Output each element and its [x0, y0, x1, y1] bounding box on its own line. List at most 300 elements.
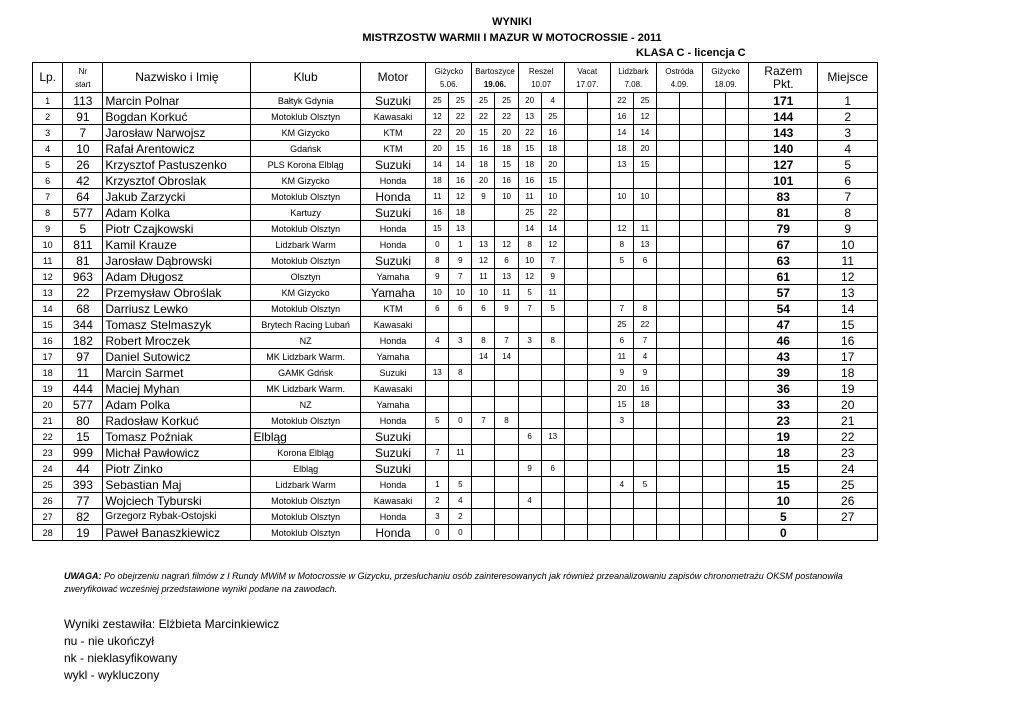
- row-rider-name: Marcin Sarmet: [103, 365, 251, 381]
- row-lp: 18: [33, 365, 63, 381]
- row-rider-name: Darriusz Lewko: [103, 301, 251, 317]
- row-points-cell: [587, 301, 610, 317]
- row-points-cell: 11: [426, 189, 449, 205]
- table-row: [33, 333, 878, 349]
- row-points-cell: 25: [449, 93, 472, 109]
- row-place: 1: [818, 93, 878, 109]
- row-points-cell: [541, 509, 564, 525]
- row-points-cell: [656, 141, 679, 157]
- row-points-cell: 8: [633, 301, 656, 317]
- row-total-points: 61: [749, 269, 818, 285]
- row-points-cell: 7: [541, 253, 564, 269]
- row-points-cell: [587, 285, 610, 301]
- row-points-cell: [703, 173, 726, 189]
- row-total-points: 79: [749, 221, 818, 237]
- row-points-cell: 20: [633, 141, 656, 157]
- row-points-cell: [680, 285, 703, 301]
- row-points-cell: 5: [518, 285, 541, 301]
- row-place: 9: [818, 221, 878, 237]
- table-row: [33, 285, 878, 301]
- row-points-cell: [518, 349, 541, 365]
- row-points-cell: [564, 141, 587, 157]
- row-points-cell: [518, 397, 541, 413]
- row-points-cell: 7: [610, 301, 633, 317]
- table-row: [33, 253, 878, 269]
- row-points-cell: [656, 429, 679, 445]
- row-points-cell: 14: [449, 157, 472, 173]
- row-points-cell: 8: [495, 413, 518, 429]
- row-club: Bałtyk Gdynia: [251, 93, 360, 109]
- row-points-cell: [680, 157, 703, 173]
- row-points-cell: 6: [633, 253, 656, 269]
- row-points-cell: [656, 381, 679, 397]
- row-points-cell: [610, 205, 633, 221]
- row-points-cell: [495, 397, 518, 413]
- row-rider-name: Piotr Czajkowski: [103, 221, 251, 237]
- row-points-cell: [726, 109, 749, 125]
- row-place: 16: [818, 333, 878, 349]
- table-row: [33, 493, 878, 509]
- row-points-cell: 6: [518, 429, 541, 445]
- row-points-cell: 7: [495, 333, 518, 349]
- row-place: 26: [818, 493, 878, 509]
- footer-legend: [64, 616, 279, 684]
- row-club: KM Gizycko: [251, 125, 360, 141]
- row-club: GAMK Gdńsk: [251, 365, 360, 381]
- row-points-cell: 1: [449, 237, 472, 253]
- row-start-number: 999: [63, 445, 103, 461]
- row-points-cell: 5: [541, 301, 564, 317]
- results-table: [32, 62, 878, 541]
- row-points-cell: 16: [472, 141, 495, 157]
- row-points-cell: [449, 397, 472, 413]
- row-points-cell: [703, 509, 726, 525]
- row-club: Lidzbark Warm: [251, 237, 360, 253]
- row-rider-name: Adam Długosz: [103, 269, 251, 285]
- round-name: Bartoszyce: [475, 66, 515, 76]
- row-points-cell: [726, 429, 749, 445]
- row-motor: Yamaha: [360, 269, 426, 285]
- row-points-cell: [587, 269, 610, 285]
- row-points-cell: 3: [449, 333, 472, 349]
- row-points-cell: 18: [610, 141, 633, 157]
- row-points-cell: [587, 397, 610, 413]
- row-motor: Suzuki: [360, 157, 426, 173]
- row-rider-name: Grzegorz Rybak-Ostojski: [103, 509, 251, 525]
- row-start-number: 81: [63, 253, 103, 269]
- row-points-cell: 5: [449, 477, 472, 493]
- row-points-cell: [680, 333, 703, 349]
- row-points-cell: 12: [610, 221, 633, 237]
- row-lp: 15: [33, 317, 63, 333]
- document-subtitle: MISTRZOSTW WARMII I MAZUR W MOTOCROSSIE - 2011: [362, 32, 662, 44]
- row-total-points: 144: [749, 109, 818, 125]
- row-points-cell: 12: [472, 253, 495, 269]
- row-points-cell: [680, 525, 703, 541]
- table-row: [33, 141, 878, 157]
- row-points-cell: [472, 477, 495, 493]
- row-points-cell: [703, 285, 726, 301]
- row-points-cell: 22: [633, 317, 656, 333]
- row-club: Motoklub Olsztyn: [251, 189, 360, 205]
- row-points-cell: 11: [610, 349, 633, 365]
- header-round-3: [518, 63, 564, 93]
- row-points-cell: 11: [518, 189, 541, 205]
- row-points-cell: [656, 221, 679, 237]
- row-points-cell: [726, 349, 749, 365]
- row-lp: 14: [33, 301, 63, 317]
- row-points-cell: [656, 525, 679, 541]
- row-points-cell: 6: [495, 253, 518, 269]
- row-motor: KTM: [360, 141, 426, 157]
- row-rider-name: Daniel Sutowicz: [103, 349, 251, 365]
- row-points-cell: [587, 189, 610, 205]
- row-club: NZ: [251, 333, 360, 349]
- row-total-points: 143: [749, 125, 818, 141]
- row-start-number: 64: [63, 189, 103, 205]
- row-points-cell: [726, 509, 749, 525]
- row-points-cell: [680, 205, 703, 221]
- header-motor: Motor: [360, 63, 426, 93]
- row-points-cell: [703, 269, 726, 285]
- row-points-cell: 11: [495, 285, 518, 301]
- row-points-cell: [518, 365, 541, 381]
- row-points-cell: [703, 461, 726, 477]
- row-total-points: 39: [749, 365, 818, 381]
- row-motor: Honda: [360, 237, 426, 253]
- row-motor: Honda: [360, 413, 426, 429]
- row-points-cell: [633, 285, 656, 301]
- row-points-cell: [726, 253, 749, 269]
- row-place: 7: [818, 189, 878, 205]
- row-points-cell: [449, 349, 472, 365]
- row-start-number: 963: [63, 269, 103, 285]
- row-points-cell: [680, 397, 703, 413]
- row-lp: 8: [33, 205, 63, 221]
- row-points-cell: 6: [449, 301, 472, 317]
- header-nr-top: Nr: [78, 66, 88, 76]
- row-rider-name: Robert Mroczek: [103, 333, 251, 349]
- row-points-cell: [472, 509, 495, 525]
- row-points-cell: [656, 445, 679, 461]
- note: [64, 570, 844, 596]
- row-points-cell: [449, 381, 472, 397]
- row-points-cell: [703, 413, 726, 429]
- row-club: PLS Korona Elbląg: [251, 157, 360, 173]
- row-points-cell: [426, 461, 449, 477]
- header-round-2: [472, 63, 518, 93]
- row-total-points: 5: [749, 509, 818, 525]
- row-club: MK Lidzbark Warm.: [251, 381, 360, 397]
- row-rider-name: Adam Kolka: [103, 205, 251, 221]
- row-points-cell: [610, 509, 633, 525]
- row-lp: 16: [33, 333, 63, 349]
- row-points-cell: [587, 445, 610, 461]
- row-points-cell: 12: [426, 109, 449, 125]
- row-points-cell: [518, 525, 541, 541]
- row-points-cell: [587, 157, 610, 173]
- row-points-cell: [564, 253, 587, 269]
- row-points-cell: [726, 477, 749, 493]
- row-points-cell: [541, 477, 564, 493]
- table-row: [33, 221, 878, 237]
- row-points-cell: 5: [610, 253, 633, 269]
- row-points-cell: 18: [426, 173, 449, 189]
- row-points-cell: [564, 397, 587, 413]
- row-start-number: 577: [63, 205, 103, 221]
- table-row: [33, 397, 878, 413]
- table-row: [33, 269, 878, 285]
- table-row: [33, 109, 878, 125]
- row-points-cell: [726, 365, 749, 381]
- row-lp: 6: [33, 173, 63, 189]
- row-points-cell: 12: [449, 189, 472, 205]
- row-start-number: 113: [63, 93, 103, 109]
- row-start-number: 42: [63, 173, 103, 189]
- row-points-cell: 9: [633, 365, 656, 381]
- row-points-cell: 7: [518, 301, 541, 317]
- row-points-cell: [633, 429, 656, 445]
- row-points-cell: [726, 189, 749, 205]
- row-total-points: 10: [749, 493, 818, 509]
- row-points-cell: 9: [495, 301, 518, 317]
- row-points-cell: [680, 381, 703, 397]
- row-rider-name: Paweł Banaszkiewicz: [103, 525, 251, 541]
- row-rider-name: Bogdan Korkuć: [103, 109, 251, 125]
- row-points-cell: [541, 365, 564, 381]
- row-motor: Suzuki: [360, 461, 426, 477]
- row-lp: 13: [33, 285, 63, 301]
- row-points-cell: [680, 365, 703, 381]
- row-points-cell: 0: [449, 413, 472, 429]
- table-row: [33, 381, 878, 397]
- row-points-cell: [518, 445, 541, 461]
- row-points-cell: [703, 125, 726, 141]
- row-points-cell: [587, 205, 610, 221]
- row-points-cell: 25: [472, 93, 495, 109]
- row-points-cell: [680, 141, 703, 157]
- row-motor: Yamaha: [360, 349, 426, 365]
- row-points-cell: [633, 509, 656, 525]
- row-club: Gdańsk: [251, 141, 360, 157]
- round-name: Ostróda: [665, 66, 694, 76]
- class-label: KLASA C - licencja C: [636, 47, 746, 59]
- row-club: Korona Elbląg: [251, 445, 360, 461]
- row-motor: Kawasaki: [360, 317, 426, 333]
- row-points-cell: 20: [518, 93, 541, 109]
- row-place: [818, 525, 878, 541]
- row-motor: Honda: [360, 509, 426, 525]
- row-rider-name: Jakub Zarzycki: [103, 189, 251, 205]
- row-start-number: 577: [63, 397, 103, 413]
- row-total-points: 140: [749, 141, 818, 157]
- row-points-cell: 18: [495, 141, 518, 157]
- row-rider-name: Rafał Arentowicz: [103, 141, 251, 157]
- row-points-cell: [518, 509, 541, 525]
- row-points-cell: 16: [449, 173, 472, 189]
- row-points-cell: 15: [633, 157, 656, 173]
- row-points-cell: [564, 461, 587, 477]
- round-name: Giżycko: [434, 66, 464, 76]
- row-points-cell: 25: [518, 205, 541, 221]
- legend-nu: nu - nie ukończył: [64, 634, 155, 648]
- row-points-cell: 0: [426, 237, 449, 253]
- row-motor: Honda: [360, 221, 426, 237]
- table-row: [33, 509, 878, 525]
- row-points-cell: 9: [610, 365, 633, 381]
- row-points-cell: [703, 253, 726, 269]
- row-points-cell: 5: [633, 477, 656, 493]
- row-points-cell: 14: [541, 221, 564, 237]
- table-row: [33, 413, 878, 429]
- row-points-cell: [610, 461, 633, 477]
- row-points-cell: 25: [610, 317, 633, 333]
- row-points-cell: [495, 429, 518, 445]
- round-date: 18.09.: [714, 79, 737, 89]
- row-points-cell: 5: [426, 413, 449, 429]
- row-points-cell: [541, 317, 564, 333]
- row-total-points: 46: [749, 333, 818, 349]
- row-points-cell: [726, 141, 749, 157]
- row-points-cell: [703, 189, 726, 205]
- row-club: Motoklub Olsztyn: [251, 221, 360, 237]
- row-points-cell: [680, 317, 703, 333]
- row-total-points: 36: [749, 381, 818, 397]
- row-points-cell: 9: [518, 461, 541, 477]
- row-points-cell: [726, 301, 749, 317]
- row-points-cell: [703, 349, 726, 365]
- row-points-cell: [541, 349, 564, 365]
- row-points-cell: [472, 397, 495, 413]
- row-lp: 10: [33, 237, 63, 253]
- row-total-points: 33: [749, 397, 818, 413]
- row-points-cell: [656, 285, 679, 301]
- row-points-cell: [587, 477, 610, 493]
- round-date: 4.09.: [670, 79, 689, 89]
- row-start-number: 97: [63, 349, 103, 365]
- row-start-number: 182: [63, 333, 103, 349]
- row-points-cell: 8: [426, 253, 449, 269]
- row-start-number: 80: [63, 413, 103, 429]
- header-total: [749, 63, 818, 93]
- row-points-cell: [426, 317, 449, 333]
- header-round-4: [564, 63, 610, 93]
- row-motor: Honda: [360, 333, 426, 349]
- row-points-cell: [656, 349, 679, 365]
- row-lp: 25: [33, 477, 63, 493]
- row-points-cell: [703, 157, 726, 173]
- row-points-cell: 22: [610, 93, 633, 109]
- row-start-number: 19: [63, 525, 103, 541]
- row-rider-name: Maciej Myhan: [103, 381, 251, 397]
- row-points-cell: 4: [518, 493, 541, 509]
- row-points-cell: [564, 317, 587, 333]
- row-motor: Suzuki: [360, 253, 426, 269]
- row-total-points: 0: [749, 525, 818, 541]
- row-points-cell: 18: [518, 157, 541, 173]
- row-points-cell: 7: [426, 445, 449, 461]
- row-points-cell: [587, 109, 610, 125]
- row-points-cell: 20: [610, 381, 633, 397]
- table-row: [33, 157, 878, 173]
- row-points-cell: 8: [541, 333, 564, 349]
- row-club: Motoklub Olsztyn: [251, 509, 360, 525]
- row-points-cell: 11: [541, 285, 564, 301]
- row-points-cell: 13: [518, 109, 541, 125]
- row-points-cell: 14: [472, 349, 495, 365]
- header-round-1: [426, 63, 472, 93]
- row-start-number: 11: [63, 365, 103, 381]
- row-points-cell: [518, 381, 541, 397]
- row-points-cell: [726, 445, 749, 461]
- round-date: 7.08.: [624, 79, 643, 89]
- row-start-number: 77: [63, 493, 103, 509]
- row-points-cell: 13: [449, 221, 472, 237]
- row-points-cell: [449, 317, 472, 333]
- row-start-number: 7: [63, 125, 103, 141]
- round-name: Reszel: [528, 66, 554, 76]
- row-points-cell: [656, 205, 679, 221]
- row-start-number: 44: [63, 461, 103, 477]
- row-points-cell: [587, 493, 610, 509]
- row-points-cell: [633, 413, 656, 429]
- row-points-cell: [703, 397, 726, 413]
- row-points-cell: 6: [610, 333, 633, 349]
- row-points-cell: [472, 205, 495, 221]
- row-lp: 27: [33, 509, 63, 525]
- row-points-cell: 3: [610, 413, 633, 429]
- row-points-cell: [541, 493, 564, 509]
- row-points-cell: 7: [449, 269, 472, 285]
- row-points-cell: [656, 253, 679, 269]
- round-date: 17.07.: [576, 79, 599, 89]
- row-points-cell: [564, 525, 587, 541]
- row-points-cell: [680, 109, 703, 125]
- row-points-cell: [564, 445, 587, 461]
- round-name: Vacat: [577, 66, 598, 76]
- row-points-cell: [472, 461, 495, 477]
- table-row: [33, 173, 878, 189]
- row-start-number: 811: [63, 237, 103, 253]
- row-rider-name: Jarosław Dąbrowski: [103, 253, 251, 269]
- header-nr: [63, 63, 103, 93]
- row-points-cell: 18: [541, 141, 564, 157]
- table-row: [33, 317, 878, 333]
- row-points-cell: [426, 397, 449, 413]
- row-points-cell: 11: [633, 221, 656, 237]
- row-points-cell: 16: [495, 173, 518, 189]
- row-place: 20: [818, 397, 878, 413]
- row-rider-name: Kamil Krauze: [103, 237, 251, 253]
- row-rider-name: Adam Polka: [103, 397, 251, 413]
- row-place: 18: [818, 365, 878, 381]
- row-points-cell: [610, 493, 633, 509]
- row-points-cell: [680, 93, 703, 109]
- row-points-cell: 20: [426, 141, 449, 157]
- row-points-cell: 25: [495, 93, 518, 109]
- table-row: [33, 189, 878, 205]
- row-total-points: 18: [749, 445, 818, 461]
- row-points-cell: [587, 461, 610, 477]
- row-points-cell: [703, 221, 726, 237]
- row-points-cell: 14: [610, 125, 633, 141]
- row-points-cell: [564, 413, 587, 429]
- row-rider-name: Wojciech Tyburski: [103, 493, 251, 509]
- row-points-cell: [541, 397, 564, 413]
- row-points-cell: 6: [541, 461, 564, 477]
- row-club: MK Lidzbark Warm.: [251, 349, 360, 365]
- row-points-cell: [680, 445, 703, 461]
